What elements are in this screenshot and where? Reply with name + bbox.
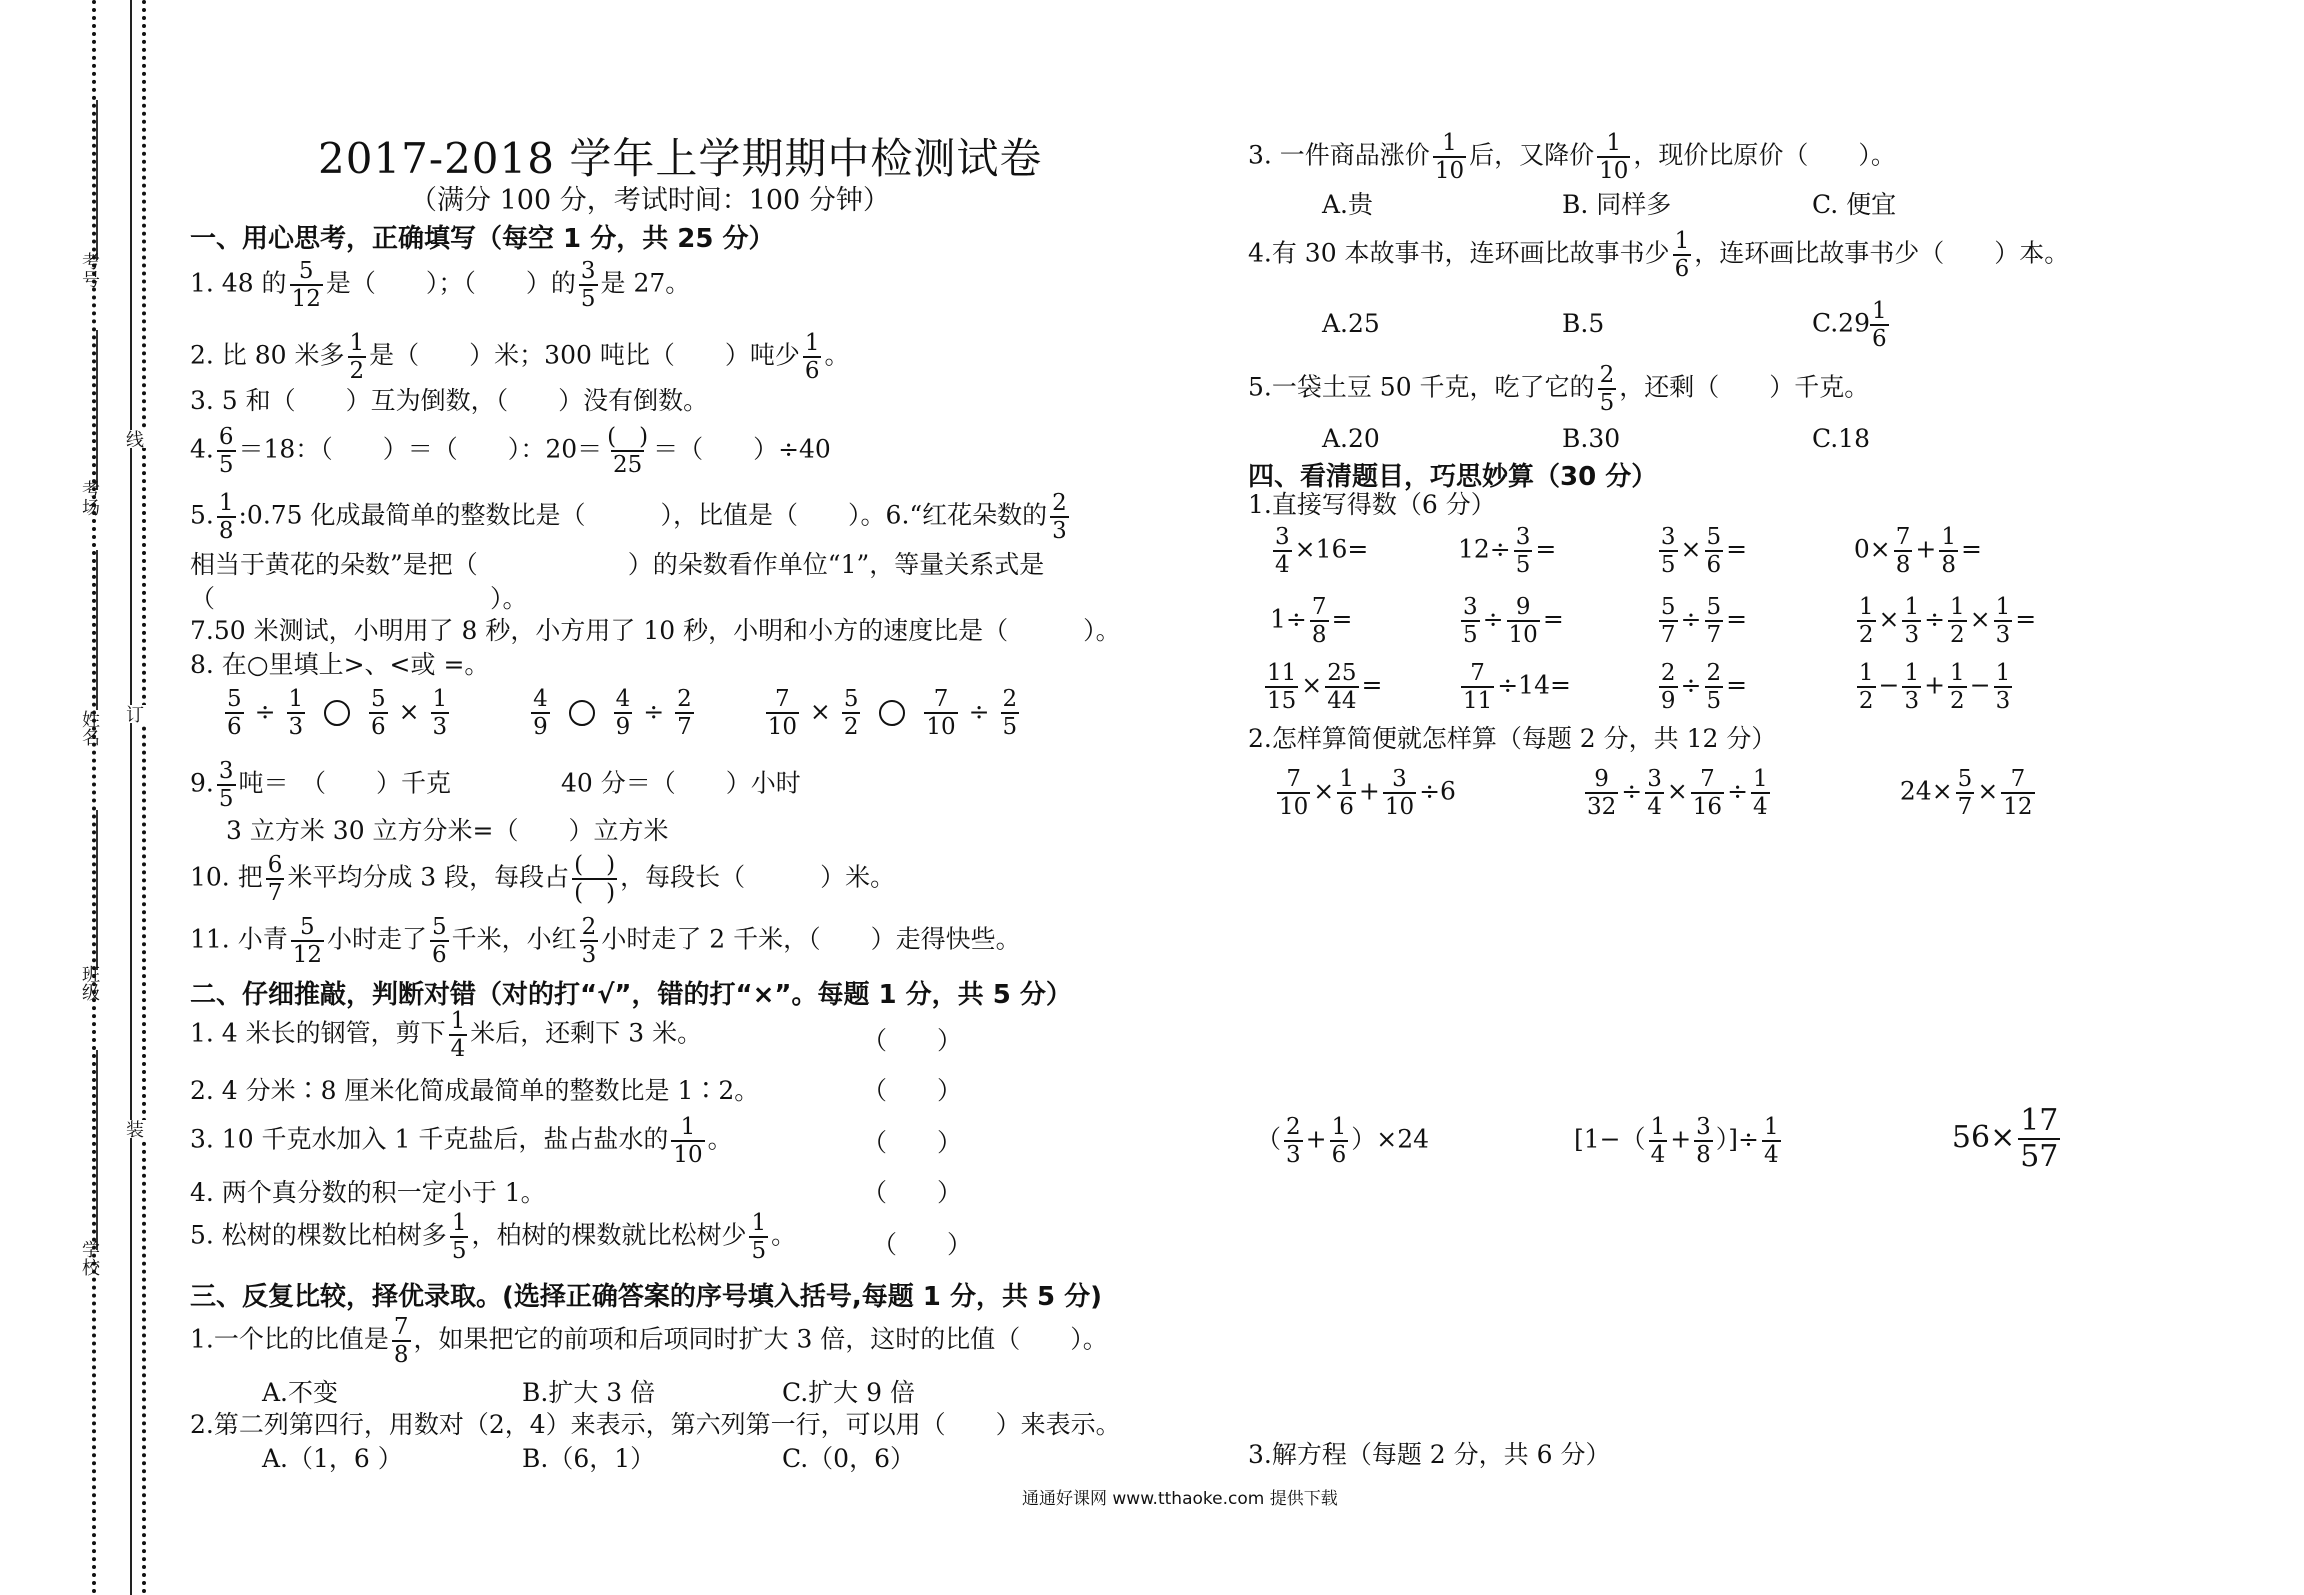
option-b[interactable]: B.5 [1562, 308, 1605, 338]
choice-5: 5.一袋土豆 50 千克，吃了它的 $\frac{2}{5}$ ，还剩（ ）千克。 [1248, 362, 1870, 416]
option-c[interactable]: C.扩大 9 倍 [782, 1378, 915, 1407]
option-b[interactable]: B.30 [1562, 424, 1621, 453]
binding-label: 考号 [79, 252, 100, 288]
choice-1: 1.一个比的比值是 $\frac{7}{8}$ ，如果把它的前项和后项同时扩大 3 倍，这时的比值（ ）。 [190, 1314, 1108, 1368]
section-4-heading: 四、看清题目，巧思妙算（30 分） [1248, 462, 1658, 492]
question-2: 2. 比 80 米多 $\frac{1}{2}$ 是（ ）米；300 吨比（ ）吨少 $\frac{1}{6}$ 。 [190, 330, 850, 384]
binding-label: 学校 [79, 1240, 100, 1276]
page-title: 2017-2018 学年上学期期中检测试卷 [318, 134, 1043, 183]
calc-row-1 [1270, 524, 1982, 578]
binding-mark-line: 线 [120, 430, 146, 448]
option-a[interactable]: A.20 [1322, 424, 1380, 453]
option-b[interactable]: B. 同样多 [1562, 190, 1672, 219]
compare-circle[interactable] [879, 700, 905, 726]
judge-item-3: 3. 10 千克水加入 1 千克盐后，盐占盐水的 $\frac{1}{10}$ 。 [190, 1114, 733, 1168]
choice-3: 3. 一件商品涨价 $\frac{1}{10}$ 后，又降价 $\frac{1}{10}$ ，现价比原价（ ）。 [1248, 130, 1896, 184]
simplify-row-1 [1274, 766, 2038, 820]
option-a[interactable]: A.不变 [262, 1378, 339, 1407]
question-11: 11. 小青 $\frac{5}{12}$ 小时走了 $\frac{5}{6}$ 千米，小红 $\frac{2}{3}$ 小时走了 2 千米，（ ）走得快些。 [190, 914, 1021, 968]
question-8-row [222, 686, 1022, 740]
question-9: 9. $\frac{3}{5}$ 吨＝ （ ）千克 40 分＝（ ）小时 [190, 758, 801, 812]
calc-part-2-heading: 2.怎样算简便就怎样算（每题 2 分，共 12 分） [1248, 724, 1777, 753]
compare-circle[interactable] [324, 700, 350, 726]
calc-item: $\frac{2}{9}$ ÷ $\frac{2}{5}$ = [1660, 660, 1748, 714]
judge-answer-5[interactable]: （ ） [872, 1230, 973, 1259]
simplify-row-2 [1256, 1104, 2063, 1174]
compare-expr-3: $\frac{7}{10}$ × $\frac{5}{2}$ $\frac{7}{10}$ ÷ $\frac{2}{5}$ [767, 686, 1018, 740]
binding-rule [130, 0, 132, 1595]
judge-item-4: 4. 两个真分数的积一定小于 1。 [190, 1178, 546, 1207]
section-1-heading: 一、用心思考，正确填写（每空 1 分，共 25 分） [190, 224, 775, 254]
calc-item: $\frac{3}{4}$ ×16= [1275, 524, 1369, 578]
compare-circle[interactable] [569, 700, 595, 726]
judge-item-1: 1. 4 米长的钢管，剪下 $\frac{1}{4}$ 米后，还剩下 3 米。 [190, 1008, 703, 1062]
judge-item-2: 2. 4 分米∶8 厘米化简成最简单的整数比是 1∶2。 [190, 1076, 760, 1105]
binding-label: 考场 [79, 480, 100, 516]
question-5: 5. $\frac{1}{8}$ :0.75 化成最简单的整数比是（ ），比值是（ ）。6.“红花朵数的 $\frac{2}{3}$ [190, 490, 1067, 544]
question-4: 4. $\frac{6}{5}$ ＝18：（ ）＝（ ）：20＝ $\frac{( )}{25}$ ＝（ ）÷40 [190, 424, 831, 478]
choice-2: 2.第二列第四行，用数对（2，4）来表示，第六列第一行，可以用（ ）来表示。 [190, 1410, 1121, 1439]
calc-item: $\frac{1}{2}$ × $\frac{1}{3}$ ÷ $\frac{1}{2}$ × $\frac{1}{3}$ = [1858, 594, 2037, 648]
question-10: 10. 把 $\frac{6}{7}$ 米平均分成 3 段，每段占 $\frac{( )}{( )}$ ，每段长（ ）米。 [190, 852, 896, 906]
option-b[interactable]: B.扩大 3 倍 [522, 1378, 656, 1407]
question-8: 8. 在○里填上>、<或 =。 [190, 650, 490, 679]
simplify-item: $\frac{7}{10}$ × $\frac{1}{6}$ + $\frac{3}{10}$ ÷6 [1279, 766, 1456, 820]
compare-expr-2: $\frac{4}{9}$ $\frac{4}{9}$ ÷ $\frac{2}{7}$ [533, 686, 692, 740]
choice-4-options [1322, 298, 1892, 352]
calc-item: $\frac{5}{7}$ ÷ $\frac{5}{7}$ = [1660, 594, 1748, 648]
calc-item: $\frac{7}{11}$ ÷14= [1462, 660, 1571, 714]
option-a[interactable]: A.25 [1322, 308, 1380, 338]
choice-2-options [262, 1444, 1042, 1474]
section-3-heading: 三、反复比较，择优录取。(选择正确答案的序号填入括号,每题 1 分，共 5 分) [190, 1282, 1103, 1312]
option-c[interactable]: C. 便宜 [1812, 190, 1897, 219]
option-c[interactable]: C.（0，6） [782, 1444, 915, 1473]
judge-answer-3[interactable]: （ ） [862, 1128, 963, 1157]
judge-answer-1[interactable]: （ ） [862, 1026, 963, 1055]
binding-label: 班级 [79, 965, 100, 1001]
judge-item-5: 5. 松树的棵数比柏树多 $\frac{1}{5}$ ，柏树的棵数就比松树少 $\frac{1}{5}$ 。 [190, 1210, 797, 1264]
calc-item: $\frac{3}{5}$ ÷ $\frac{9}{10}$ = [1462, 594, 1564, 648]
calc-row-3 [1262, 660, 2015, 714]
question-6-line-2: 相当于黄花的朵数”是把（ ）的朵数看作单位“1”，等量关系式是 [190, 550, 1045, 579]
option-a[interactable]: A.贵 [1322, 190, 1374, 219]
calc-item: 1÷ $\frac{7}{8}$ = [1270, 594, 1353, 648]
calc-item: $\frac{3}{5}$ × $\frac{5}{6}$ = [1660, 524, 1748, 578]
binding-mark-bind: 订 [120, 705, 146, 723]
calc-item: 12÷ $\frac{3}{5}$ = [1457, 524, 1557, 578]
option-c[interactable]: C.29 $\frac{1}{6}$ [1812, 298, 1887, 352]
question-9-line-2: 3 立方米 30 立方分米=（ ）立方米 [226, 816, 669, 845]
calc-part-3-heading: 3.解方程（每题 2 分，共 6 分） [1248, 1440, 1611, 1469]
question-1: 1. 48 的 $\frac{5}{12}$ 是（ ）；（ ）的 $\frac{3}{5}$ 是 27。 [190, 258, 691, 312]
option-b[interactable]: B.（6，1） [522, 1444, 656, 1473]
question-7: 7.50 米测试，小明用了 8 秒，小方用了 10 秒，小明和小方的速度比是（ ）。 [190, 616, 1121, 645]
judge-answer-2[interactable]: （ ） [862, 1076, 963, 1105]
binding-mark-pack: 装 [120, 1120, 146, 1138]
choice-4: 4.有 30 本故事书，连环画比故事书少 $\frac{1}{6}$ ，连环画比故事书少（ ）本。 [1248, 228, 2070, 282]
choice-5-options [1322, 424, 2072, 454]
calc-row-2 [1270, 594, 2036, 648]
calc-item: $\frac{1}{2}$ − $\frac{1}{3}$ + $\frac{1}{2}$ − $\frac{1}{3}$ [1858, 660, 2011, 714]
option-c[interactable]: C.18 [1812, 424, 1870, 453]
calc-part-1-heading: 1.直接写得数（6 分） [1248, 490, 1496, 519]
judge-answer-4[interactable]: （ ） [862, 1178, 963, 1207]
binding-label: 姓名 [79, 710, 100, 746]
choice-1-options [262, 1378, 1042, 1408]
simplify-item: $\frac{9}{32}$ ÷ $\frac{3}{4}$ × $\frac{7}{16}$ ÷ $\frac{1}{4}$ [1586, 766, 1768, 820]
footer-source: 通通好课网 www.tthaoke.com 提供下载 [1022, 1489, 1338, 1509]
page-subtitle: （满分 100 分，考试时间：100 分钟） [410, 185, 890, 216]
binding-dotted-line-inner [142, 0, 146, 1595]
question-3: 3. 5 和（ ）互为倒数，（ ）没有倒数。 [190, 386, 709, 415]
option-a[interactable]: A.（1，6 ） [262, 1444, 403, 1473]
choice-3-options [1322, 190, 2072, 220]
calc-item: $\frac{11}{15}$ × $\frac{25}{44}$ = [1267, 660, 1383, 714]
simplify-item: （ $\frac{2}{3}$ + $\frac{1}{6}$ ）×24 [1256, 1113, 1430, 1168]
compare-expr-1: $\frac{5}{6}$ ÷ $\frac{1}{3}$ $\frac{5}{6}$ × $\frac{1}{3}$ [227, 686, 448, 740]
calc-item: 0× $\frac{7}{8}$ + $\frac{1}{8}$ = [1853, 524, 1982, 578]
simplify-item: 56× $\frac{17}{57}$ [1951, 1103, 2059, 1174]
section-2-heading: 二、仔细推敲，判断对错（对的打“√”，错的打“×”。每题 1 分，共 5 分） [190, 980, 1072, 1010]
simplify-item: [1−（ $\frac{1}{4}$ + $\frac{3}{8}$ ）]÷ $\frac{1}{4}$ [1573, 1113, 1779, 1168]
question-6-line-3: （ ）。 [190, 584, 528, 613]
simplify-item: 24× $\frac{5}{7}$ × $\frac{7}{12}$ [1899, 766, 2033, 820]
